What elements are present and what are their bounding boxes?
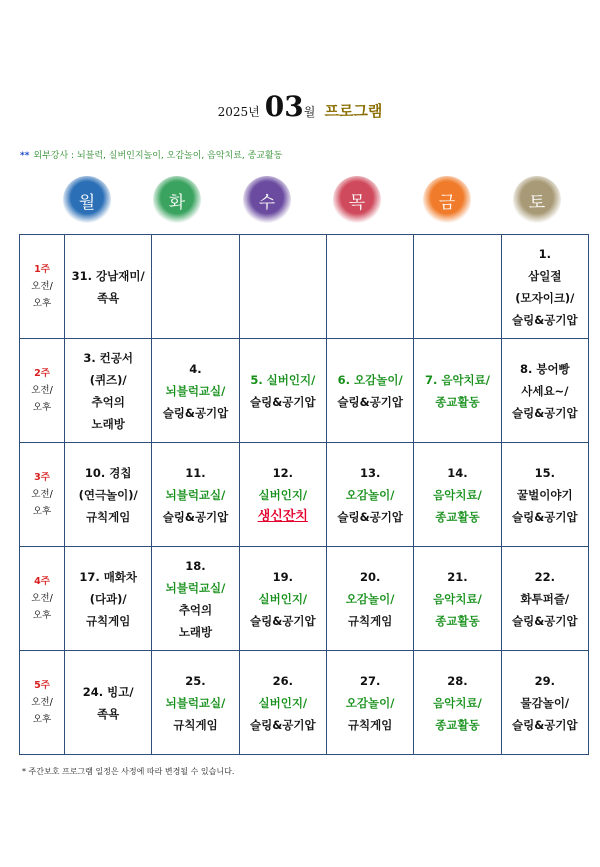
activity-line: 10. 경칩 [84, 465, 132, 480]
week-row [20, 547, 589, 651]
weekday-header [63, 176, 563, 226]
activity-line: 실버인지/ [258, 591, 308, 606]
week-time: 오후 [32, 402, 52, 413]
activity-line: 종교활동 [435, 394, 480, 409]
instructor-note [20, 148, 282, 161]
week-time: 오전/ [31, 489, 53, 500]
activity-line: 슬링&공기압 [512, 509, 578, 524]
day-cell [152, 339, 239, 443]
activity-line: 19. [272, 569, 293, 584]
activity-line: 뇌블럭교실/ [165, 580, 226, 595]
activity-line: 3. 컨공서 [83, 350, 134, 365]
activity-line: 18. [185, 558, 206, 573]
activity-line: 슬링&공기압 [337, 509, 403, 524]
note-text: 외부강사 : 뇌블럭, 실버인지놀이, 오감놀이, 음악치료, 종교활동 [33, 151, 283, 161]
activity-line: 실버인지/ [258, 487, 308, 502]
day-cell [326, 443, 413, 547]
activity-line: 족욕 [97, 706, 120, 721]
week-row [20, 443, 589, 547]
activity-line: 15. [534, 465, 555, 480]
weekday-1: 화 [153, 176, 201, 224]
activity-line: 17. 매화차 [79, 569, 138, 584]
day-cell [65, 235, 152, 339]
activity-line: 노래방 [91, 416, 125, 431]
activity-line: (다과)/ [89, 591, 127, 606]
activity-line: 음악치료/ [433, 695, 482, 710]
day-cell [414, 651, 501, 755]
day-cell [501, 547, 588, 651]
activity-line: 삼일절 [528, 268, 562, 283]
activity-line: 추억의 [178, 602, 213, 617]
day-cell [239, 235, 326, 339]
day-cell [239, 443, 326, 547]
week-label [20, 651, 65, 755]
week-row [20, 235, 589, 339]
activity-line: 사세요~/ [521, 383, 569, 398]
activity-line: 슬링&공기압 [512, 405, 578, 420]
activity-line: 12. [272, 465, 293, 480]
week-label [20, 235, 65, 339]
day-cell [239, 547, 326, 651]
activity-line: 5. 실버인지/ [250, 372, 316, 387]
activity-line: 슬링&공기압 [512, 717, 578, 732]
week-label [20, 547, 65, 651]
day-cell [65, 547, 152, 651]
activity-line: 규칙게임 [85, 509, 131, 524]
activity-line: 오감놀이/ [345, 591, 395, 606]
activity-line: 뇌블럭교실/ [165, 695, 226, 710]
activity-line: (연극놀이)/ [78, 487, 138, 502]
activity-line: 21. [447, 569, 468, 584]
week-label [20, 443, 65, 547]
activity-line: 슬링&공기압 [250, 394, 316, 409]
weekday-4: 금 [423, 176, 471, 224]
day-cell [501, 651, 588, 755]
activity-line: 1. [538, 246, 551, 261]
activity-line: 11. [185, 465, 206, 480]
activity-line: 6. 오감놀이/ [337, 372, 403, 387]
week-time: 오전/ [31, 697, 53, 708]
schedule-table [19, 234, 589, 755]
activity-line: 20. [359, 569, 381, 584]
title-month-suffix: 월 [303, 105, 316, 119]
activity-line: 실버인지/ [258, 695, 308, 710]
day-cell [152, 651, 239, 755]
week-time: 오전/ [31, 385, 53, 396]
day-cell [152, 547, 239, 651]
day-cell [239, 339, 326, 443]
day-cell [239, 651, 326, 755]
day-cell [326, 235, 413, 339]
title-month: 03 [264, 90, 304, 123]
activity-line: 7. 음악치료/ [424, 372, 490, 387]
activity-line: 뇌블럭교실/ [165, 383, 226, 398]
activity-line: 28. [447, 673, 468, 688]
activity-line: 슬링&공기압 [250, 717, 316, 732]
activity-line: 31. 강남재미/ [71, 268, 145, 283]
week-time: 오후 [32, 714, 52, 725]
day-cell [152, 235, 239, 339]
activity-line: 14. [447, 465, 468, 480]
activity-line: 8. 붕어빵 [519, 361, 570, 376]
week-number: 4주 [34, 576, 50, 587]
day-cell [414, 339, 501, 443]
activity-line: 29. [534, 673, 555, 688]
activity-line: 24. 빙고/ [82, 684, 134, 699]
weekday-3: 목 [333, 176, 381, 224]
week-row [20, 339, 589, 443]
week-time: 오후 [32, 610, 52, 621]
week-time: 오전/ [31, 593, 53, 604]
activity-line: 뇌블럭교실/ [165, 487, 226, 502]
week-number: 3주 [34, 472, 50, 483]
activity-line: 종교활동 [435, 509, 480, 524]
activity-line: 규칙게임 [347, 613, 393, 628]
weekday-5: 토 [513, 176, 561, 224]
title-year: 2025년 [217, 105, 260, 119]
day-cell [414, 235, 501, 339]
day-cell [326, 339, 413, 443]
activity-line: 26. [272, 673, 293, 688]
week-row [20, 651, 589, 755]
day-cell [65, 651, 152, 755]
week-time: 오후 [32, 298, 52, 309]
day-cell [501, 443, 588, 547]
day-cell [326, 651, 413, 755]
activity-line: 생신잔치 [257, 508, 308, 524]
note-marker: ** [20, 151, 30, 161]
day-cell [501, 235, 588, 339]
week-time: 오전/ [31, 281, 53, 292]
activity-line: 슬링&공기압 [250, 613, 316, 628]
activity-line: 족욕 [97, 290, 120, 305]
day-cell [65, 339, 152, 443]
activity-line: 슬링&공기압 [337, 394, 403, 409]
day-cell [326, 547, 413, 651]
activity-line: 노래방 [178, 624, 213, 639]
week-number: 1주 [34, 264, 50, 275]
activity-line: 슬링&공기압 [512, 613, 578, 628]
week-label [20, 339, 65, 443]
week-time: 오후 [32, 506, 52, 517]
day-cell [65, 443, 152, 547]
activity-line: 화투퍼즐/ [520, 591, 570, 606]
activity-line: 4. [189, 361, 202, 376]
title-program: 프로그램 [324, 102, 383, 120]
activity-line: 22. [534, 569, 555, 584]
activity-line: 종교활동 [435, 613, 480, 628]
activity-line: 추억의 [91, 394, 125, 409]
week-number: 5주 [34, 680, 50, 691]
activity-line: 규칙게임 [85, 613, 131, 628]
activity-line: 물감놀이/ [520, 695, 570, 710]
activity-line: (퀴즈)/ [89, 372, 127, 387]
activity-line: 꿀벌이야기 [517, 487, 573, 502]
activity-line: 슬링&공기압 [162, 509, 229, 524]
week-number: 2주 [34, 368, 50, 379]
day-cell [414, 443, 501, 547]
activity-line: 슬링&공기압 [512, 312, 578, 327]
activity-line: 오감놀이/ [345, 487, 395, 502]
activity-line: (모자이크)/ [515, 290, 575, 305]
footer-note: * 주간보호 프로그램 일정은 사정에 따라 변경될 수 있습니다. [22, 767, 235, 776]
activity-line: 오감놀이/ [345, 695, 395, 710]
weekday-0: 월 [63, 176, 111, 224]
activity-line: 규칙게임 [347, 717, 393, 732]
activity-line: 규칙게임 [173, 717, 218, 732]
activity-line: 25. [185, 673, 206, 688]
activity-line: 종교활동 [435, 717, 480, 732]
day-cell [501, 339, 588, 443]
activity-line: 슬링&공기압 [162, 405, 229, 420]
activity-line: 13. [359, 465, 381, 480]
page-title [0, 90, 600, 123]
weekday-2: 수 [243, 176, 291, 224]
activity-line: 음악치료/ [433, 591, 482, 606]
activity-line: 27. [359, 673, 381, 688]
day-cell [414, 547, 501, 651]
day-cell [152, 443, 239, 547]
activity-line: 음악치료/ [433, 487, 482, 502]
